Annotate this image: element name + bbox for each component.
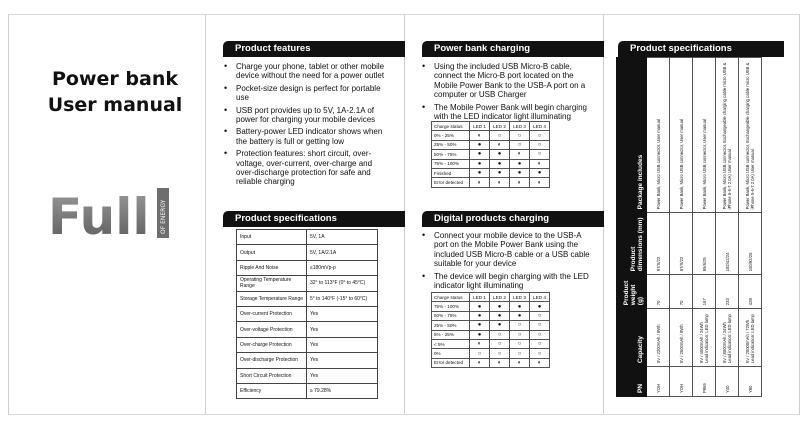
spec-key: Short Circuit Protection (237, 368, 307, 383)
table-cell: 428 (739, 275, 762, 309)
column-header: LED 3 (510, 293, 530, 302)
charge-status-label: Finished (432, 168, 470, 177)
charge-status-label: 75% - 100% (432, 159, 470, 168)
charge-status-label: 75% - 100% (432, 302, 470, 311)
list-item: • Protection features: short circuit, over-voltage, over-current, over-charge and over-discharge protection for safe and reliable charging (222, 149, 392, 187)
column-header: LED 1 (470, 293, 490, 302)
table-cell: 182/42/24 (716, 213, 739, 275)
led-indicator-icon: ○ (510, 330, 530, 339)
charge-status-table (431, 121, 550, 188)
table-row (432, 311, 550, 320)
table-cell: Power Bank, Micro USB connector, User manual (647, 58, 670, 213)
list-item: • The device will begin charging with the LED indicator light illuminating (420, 272, 592, 291)
table-row (237, 230, 378, 245)
led-indicator-icon: ◐ (470, 339, 490, 348)
table-row (716, 58, 739, 397)
spec-value: 5° to 140°F (-15° to 60°C) (307, 291, 378, 306)
spec-value: Yes (307, 368, 378, 383)
spec-key: Over-current Protection (237, 306, 307, 321)
product-specs-header: Product specifications (223, 211, 405, 227)
column-header: Capacity (617, 309, 647, 367)
column-header: LED 4 (530, 293, 550, 302)
spec-value: Yes (307, 322, 378, 337)
led-indicator-icon: ● (490, 168, 510, 177)
led-indicator-icon: ○ (510, 321, 530, 330)
brand-logo (48, 188, 172, 245)
led-indicator-icon: ● (470, 311, 490, 320)
led-indicator-icon: ● (510, 159, 530, 168)
column-header: PN (617, 367, 647, 397)
led-indicator-icon: ● (510, 302, 530, 311)
led-indicator-icon: ◐ (490, 140, 510, 149)
spec-value: 5V, 1A (307, 230, 378, 245)
led-indicator-icon: ● (490, 159, 510, 168)
column-header: LED 3 (510, 122, 530, 131)
charge-status-label: 25% - 50% (432, 140, 470, 149)
charge-status-label: 50% - 75% (432, 311, 470, 320)
spec-key: Efficiency (237, 383, 307, 398)
spec-key: Storage Temperature Range (237, 291, 307, 306)
table-cell: 5V / 20000mAh / 72Wh Lead indication: LED lamp (739, 309, 762, 367)
table-cell: 167 (693, 275, 716, 309)
table-cell: Power Bank, Micro USB connector, Exchangeable charging cable micro USB & iPhone 5-6-7 2.0A) User manual (739, 58, 762, 213)
list-item: • Connect your mobile device to the USB-A port on the Mobile Power Bank using the included USB Micro-B cable or a USB cable suitable for your device (420, 231, 592, 269)
table-row (432, 321, 550, 330)
cover-title-line-1: Power bank (52, 68, 178, 90)
table-row (693, 58, 716, 397)
digital-charging-list (420, 231, 592, 293)
list-item: • Charge your phone, tablet or other mobile device without the need for a power outlet (222, 62, 392, 81)
table-row (739, 58, 762, 397)
table-cell: 95/6/25 (693, 213, 716, 275)
led-indicator-icon: ● (490, 311, 510, 320)
led-indicator-icon: ◐ (470, 131, 490, 140)
table-cell: P865 (693, 367, 716, 397)
spec-key: Output (237, 245, 307, 260)
spec-key: Over-voltage Protection (237, 322, 307, 337)
table-cell: 97/X/22 (670, 213, 693, 275)
column-header: Product dimensions (mm) (617, 213, 647, 275)
table-header-row (432, 293, 550, 302)
table-row (432, 330, 550, 339)
table-cell: 5V / 4000mAh / 24Wh Lead indication: LED lamp (693, 309, 716, 367)
package-specs-table (616, 57, 762, 397)
table-cell: YOH (670, 367, 693, 397)
led-indicator-icon: ○ (510, 131, 530, 140)
led-indicator-icon: ● (470, 140, 490, 149)
led-indicator-icon: ○ (530, 330, 550, 339)
led-indicator-icon: ○ (530, 321, 550, 330)
table-row (237, 260, 378, 275)
table-cell: 5V / 8000mAh / 24Wh Lead indication: LED lamp (716, 309, 739, 367)
table-row (237, 291, 378, 306)
led-indicator-icon: ○ (530, 140, 550, 149)
product-specs-table (236, 229, 378, 399)
table-cell: 5V / 2200mAh / 8Wh (647, 309, 670, 367)
spec-key: Over-discharge Protection (237, 353, 307, 368)
table-row (237, 276, 378, 291)
product-features-list (222, 62, 392, 190)
column-header: LED 2 (490, 293, 510, 302)
page-edge-right (799, 14, 800, 415)
led-indicator-icon: ○ (530, 349, 550, 358)
charge-status-label: 0% - 25% (432, 131, 470, 140)
table-cell: 150/92/25 (739, 213, 762, 275)
table-cell: 233 (716, 275, 739, 309)
led-indicator-icon: ● (530, 302, 550, 311)
charge-status-label: 5% - 25% (432, 330, 470, 339)
product-specs-right-header: Product specifications (618, 41, 784, 57)
column-header: Product weight (g) (617, 275, 647, 309)
charge-status-label: Error detected (432, 358, 470, 367)
spec-key: Ripple And Noise (237, 260, 307, 275)
column-header: Charge status (432, 122, 470, 131)
led-indicator-icon: ○ (490, 330, 510, 339)
cover-title (40, 66, 190, 118)
led-indicator-icon: ○ (530, 131, 550, 140)
led-indicator-icon: ◐ (490, 178, 510, 187)
led-indicator-icon: ◐ (510, 178, 530, 187)
cover-title-line-2: User manual (47, 94, 183, 116)
table-row (237, 337, 378, 352)
list-item: • Pocket-size design is perfect for portable use (222, 84, 392, 103)
table-cell: 97/X/22 (647, 213, 670, 275)
led-indicator-icon: ● (470, 321, 490, 330)
charge-status-label: Error detected (432, 178, 470, 187)
list-item: • USB port provides up to 5V, 1A-2.1A of power for charging your mobile devices (222, 106, 392, 125)
table-row (432, 349, 550, 358)
table-cell: Power Bank, Micro USB connector, User manual (670, 58, 693, 213)
table-row (237, 322, 378, 337)
spec-value: Yes (307, 337, 378, 352)
led-indicator-icon: ○ (510, 339, 530, 348)
spec-key: Operating Temperature Range (237, 276, 307, 291)
charge-status-label: < 5% (432, 339, 470, 348)
led-indicator-icon: ● (510, 311, 530, 320)
table-row (432, 131, 550, 140)
table-cell: 70 (647, 275, 670, 309)
spec-key: Input (237, 230, 307, 245)
table-row (432, 339, 550, 348)
power-bank-charging-header: Power bank charging (422, 41, 604, 57)
spec-value: Yes (307, 353, 378, 368)
led-indicator-icon: ● (470, 330, 490, 339)
column-header: LED 4 (530, 122, 550, 131)
table-row (432, 358, 550, 367)
led-indicator-icon: ○ (490, 131, 510, 140)
spec-value: ≤180mVp-p (307, 260, 378, 275)
led-indicator-icon: ● (510, 168, 530, 177)
fold-line-1 (205, 14, 206, 415)
led-indicator-icon: ◐ (530, 159, 550, 168)
table-cell: Power Bank, Micro USB connector, Exchangeable charging cable micro USB & iPhone 5-6-7 2.0A) User manual (716, 58, 739, 213)
led-indicator-icon: ○ (470, 349, 490, 358)
table-row (432, 168, 550, 177)
led-indicator-icon: ● (530, 168, 550, 177)
led-indicator-icon: ○ (530, 311, 550, 320)
table-header-row (617, 58, 647, 397)
table-row (237, 353, 378, 368)
table-row (670, 58, 693, 397)
spec-value: 32° to 113°F (0° to 45°C) (307, 276, 378, 291)
package-specs-table-wrapper (616, 57, 784, 397)
led-indicator-icon: ○ (510, 349, 530, 358)
led-indicator-icon: ○ (510, 140, 530, 149)
spec-value: ≥ 79.28% (307, 383, 378, 398)
table-row (237, 245, 378, 260)
led-indicator-icon: ◐ (470, 178, 490, 187)
digital-charging-header: Digital products charging (422, 211, 604, 227)
logo-tagline: OF ENERGY (160, 199, 167, 234)
column-header: Package includes (617, 58, 647, 213)
led-indicator-icon: ◐ (510, 150, 530, 159)
table-row (432, 159, 550, 168)
table-row (647, 58, 670, 397)
device-charge-status-table (431, 292, 550, 368)
led-indicator-icon: ○ (530, 339, 550, 348)
led-indicator-icon: ● (490, 302, 510, 311)
led-indicator-icon: ● (470, 159, 490, 168)
led-indicator-icon: ◐ (490, 358, 510, 367)
table-cell: 70 (670, 275, 693, 309)
column-header: LED 2 (490, 122, 510, 131)
list-item: • Using the included USB Micro-B cable, connect the Micro-B port located on the Mobile Power Bank to the USB-A port on a computer or USB Charger (420, 62, 592, 100)
table-row (237, 383, 378, 398)
led-indicator-icon: ● (470, 150, 490, 159)
column-header: Charge status (432, 293, 470, 302)
column-header: LED 1 (470, 122, 490, 131)
spec-key: Over-charge Protection (237, 337, 307, 352)
table-cell: Y40 (716, 367, 739, 397)
table-row (432, 140, 550, 149)
product-features-header: Product features (223, 41, 405, 57)
page-edge-left (8, 14, 9, 415)
table-row (237, 368, 378, 383)
led-indicator-icon: ◐ (470, 358, 490, 367)
table-row (237, 306, 378, 321)
table-cell: Power Bank, Micro USB connector, User manual (693, 58, 716, 213)
led-indicator-icon: ◐ (530, 178, 550, 187)
led-indicator-icon: ○ (490, 349, 510, 358)
charge-status-label: 25% - 50% (432, 321, 470, 330)
list-item: • Battery-power LED indicator shows when the battery is full or getting low (222, 127, 392, 146)
led-indicator-icon: ● (490, 321, 510, 330)
power-bank-charging-list (420, 62, 592, 124)
led-indicator-icon: ◐ (530, 358, 550, 367)
table-row (432, 178, 550, 187)
led-indicator-icon: ○ (490, 339, 510, 348)
led-indicator-icon: ◐ (510, 358, 530, 367)
spec-value: Yes (307, 306, 378, 321)
table-row (432, 302, 550, 311)
led-indicator-icon: ○ (530, 150, 550, 159)
charge-status-label: 0% (432, 349, 470, 358)
table-cell: 5V / 2600mAh / 8Wh (670, 309, 693, 367)
table-row (432, 150, 550, 159)
table-cell: Y80 (739, 367, 762, 397)
logo-wordmark: Full (48, 188, 150, 240)
spec-value: 5V, 1A/2.1A (307, 245, 378, 260)
table-cell: YOH (647, 367, 670, 397)
led-indicator-icon: ● (490, 150, 510, 159)
led-indicator-icon: ● (470, 168, 490, 177)
charge-status-label: 50% - 75% (432, 150, 470, 159)
table-header-row (432, 122, 550, 131)
led-indicator-icon: ● (470, 302, 490, 311)
list-item: • The Mobile Power Bank will begin charging with the LED indicator light illuminating (420, 103, 592, 122)
